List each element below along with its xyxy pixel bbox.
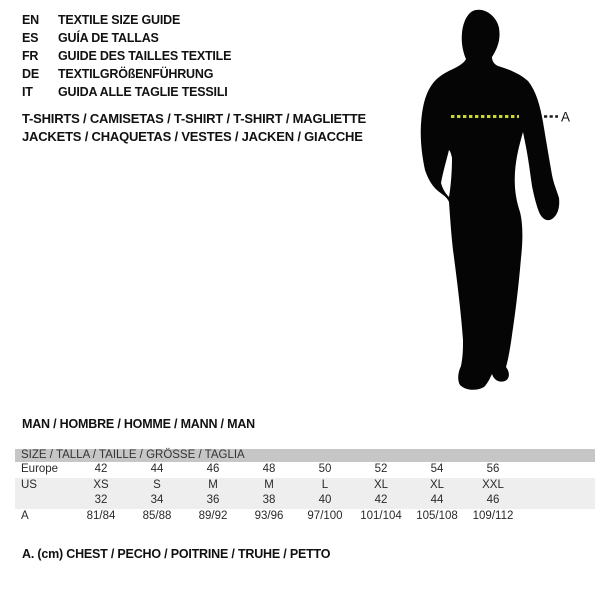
language-row	[22, 11, 231, 29]
size-cell: 93/96	[254, 509, 284, 522]
size-cell: XL	[429, 478, 445, 491]
language-label: TEXTILE SIZE GUIDE	[58, 13, 181, 27]
size-cell: 50	[318, 463, 332, 475]
language-label: GUIDE DES TAILLES TEXTILE	[58, 49, 232, 63]
man-silhouette-shape	[421, 10, 560, 390]
size-table	[15, 449, 595, 524]
size-cell: 97/100	[307, 509, 343, 522]
language-label: TEXTILGRÖßENFÜHRUNG	[58, 67, 214, 81]
filler-cell	[521, 462, 595, 478]
size-table-body	[15, 462, 595, 524]
size-cell: 105/108	[416, 509, 458, 522]
language-code: DE	[22, 67, 39, 81]
category-line-tshirts: T-SHIRTS / CAMISETAS / T-SHIRT / T-SHIRT / MAGLIETTE	[22, 111, 366, 126]
row-label: Europe	[21, 463, 59, 475]
table-row	[15, 478, 595, 494]
size-cell: 42	[374, 494, 388, 506]
size-cell: M	[208, 478, 218, 491]
size-cell: M	[264, 478, 274, 491]
man-silhouette-figure	[415, 5, 575, 400]
table-row	[15, 462, 595, 478]
row-label: A	[21, 509, 29, 522]
measurement-footnote: A. (cm) CHEST / PECHO / POITRINE / TRUHE / PETTO	[22, 547, 331, 561]
size-cell: S	[153, 478, 161, 491]
row-label: US	[21, 478, 37, 491]
size-cell: 44	[430, 494, 444, 506]
silhouette-svg	[415, 5, 575, 400]
filler-cell	[521, 509, 595, 525]
size-cell: L	[321, 478, 329, 491]
filler-cell	[521, 493, 595, 509]
size-cell: 89/92	[198, 509, 228, 522]
size-cell: 48	[262, 463, 276, 475]
size-cell: 36	[206, 494, 220, 506]
filler-cell	[521, 478, 595, 494]
section-title-man: MAN / HOMBRE / HOMME / MANN / MAN	[22, 417, 255, 431]
size-cell: 85/88	[142, 509, 172, 522]
measure-label-a: A	[561, 109, 571, 125]
row-label	[15, 493, 73, 509]
size-cell: 40	[318, 494, 332, 506]
size-cell: 34	[150, 494, 164, 506]
language-row	[22, 29, 231, 47]
language-code: ES	[22, 31, 39, 45]
size-cell: 109/112	[472, 509, 514, 522]
size-cell: 42	[94, 463, 108, 475]
size-cell: 54	[430, 463, 444, 475]
size-cell: 46	[486, 494, 500, 506]
language-guide-list	[22, 11, 231, 101]
product-categories	[22, 110, 366, 146]
size-cell: 52	[374, 463, 388, 475]
size-cell: XS	[93, 478, 109, 491]
language-label: GUIDA ALLE TAGLIE TESSILI	[58, 85, 228, 99]
size-cell: 56	[486, 463, 500, 475]
table-row	[15, 509, 595, 525]
language-code: FR	[22, 49, 39, 63]
category-line-jackets: JACKETS / CHAQUETAS / VESTES / JACKEN / GIACCHE	[22, 129, 363, 144]
size-table-grid	[15, 462, 595, 524]
size-cell: XXL	[482, 478, 504, 491]
size-cell: 32	[94, 494, 108, 506]
language-row	[22, 65, 231, 83]
size-table-header: SIZE / TALLA / TAILLE / GRÖSSE / TAGLIA	[15, 449, 595, 462]
size-cell: 81/84	[86, 509, 116, 522]
language-row	[22, 47, 231, 65]
size-cell: 101/104	[360, 509, 402, 522]
size-cell: 38	[262, 494, 276, 506]
language-label: GUÍA DE TALLAS	[58, 31, 159, 45]
language-row	[22, 83, 231, 101]
size-cell: XL	[373, 478, 389, 491]
table-row	[15, 493, 595, 509]
size-cell: 44	[150, 463, 164, 475]
size-cell: 46	[206, 463, 220, 475]
language-code: IT	[22, 85, 33, 99]
language-code: EN	[22, 13, 39, 27]
